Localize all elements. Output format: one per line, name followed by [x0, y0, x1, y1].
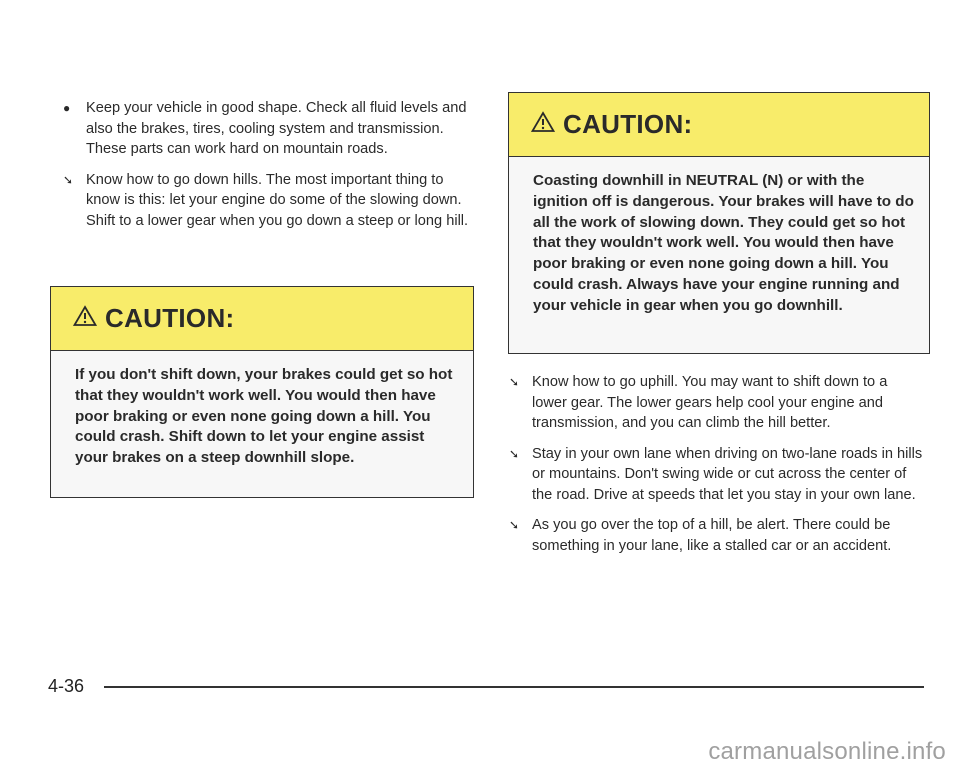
warning-triangle-icon: [73, 305, 97, 332]
list-item: [506, 372, 926, 434]
caution-text: Coasting downhill in NEUTRAL (N) or with the ignition off is dangerous. Your brakes will have to do all the work of slowing down. They could get so hot that they wouldn't work well. You would then have poor braking or even none going down a hill. You could crash. Always have your engine running and your vehicle in gear when you go downhill.: [533, 172, 914, 314]
watermark: carmanualsonline.info: [708, 738, 946, 765]
bullet-text: Know how to go uphill. You may want to shift down to a lower gear. The lower gears help cool your engine and transmission, and you can climb the hill better.: [532, 374, 888, 431]
caution-header: [51, 287, 473, 351]
footer-divider: [104, 686, 924, 688]
left-bullet-list: [60, 98, 478, 241]
list-item: [60, 170, 478, 232]
bullet-text: Know how to go down hills. The most important thing to know is this: let your engine do some of the slowing down. Shift to a lower gear when you go down a steep or long hill.: [86, 171, 469, 229]
bullet-text: Keep your vehicle in good shape. Check all fluid levels and also the brakes, tires, cooling system and transmission. These parts can work hard on mountain roads.: [86, 100, 467, 157]
caution-header: [509, 93, 929, 157]
right-bullet-list: [506, 372, 926, 566]
caution-title: CAUTION:: [105, 303, 235, 333]
bullet-arrow-icon: ➘: [63, 172, 74, 187]
caution-title: CAUTION:: [563, 109, 693, 139]
list-item: [506, 515, 926, 556]
caution-box-downshift: [50, 286, 474, 498]
caution-text: If you don't shift down, your brakes could get so hot that they wouldn't work well. You would then have poor braking or even none going down a hill. You could crash. Shift down to let your engine assist your brakes on a steep downhill slope.: [75, 366, 453, 467]
list-item: [506, 444, 926, 506]
caution-box-neutral: [508, 92, 930, 354]
list-item: [60, 98, 478, 160]
page-number: 4-36: [48, 676, 85, 696]
bullet-text: As you go over the top of a hill, be alert. There could be something in your lane, like a stalled car or an accident.: [532, 517, 892, 554]
bullet-dot-icon: ●: [63, 101, 71, 115]
warning-triangle-icon: [531, 111, 555, 138]
bullet-text: Stay in your own lane when driving on two-lane roads in hills or mountains. Don't swing wide or cut across the center of the road. Drive at speeds that let you stay in your own lane.: [532, 445, 923, 503]
bullet-arrow-icon: ➘: [509, 375, 520, 389]
bullet-arrow-icon: ➘: [509, 446, 520, 461]
bullet-arrow-icon: ➘: [509, 518, 520, 532]
